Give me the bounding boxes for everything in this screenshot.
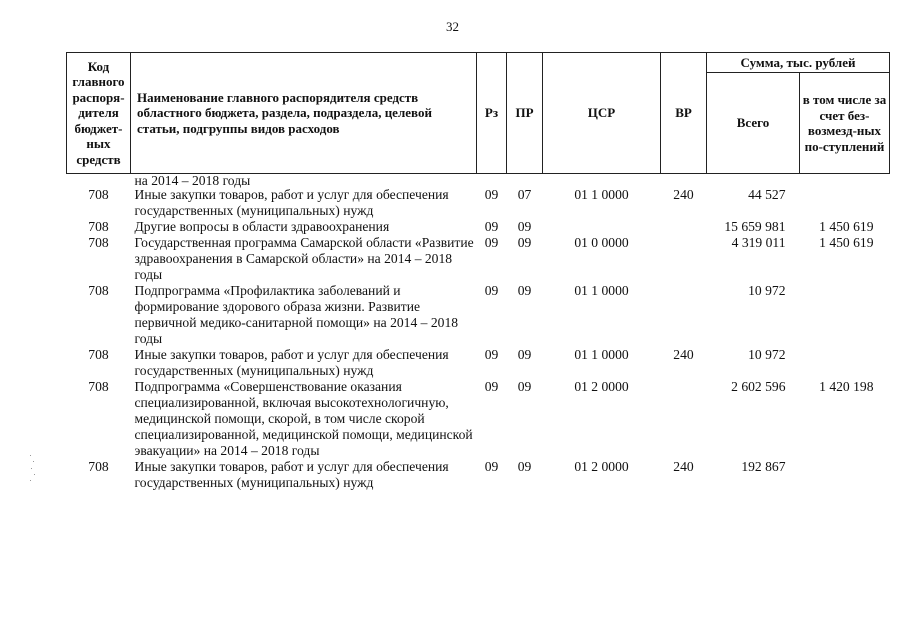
- cell-vr: [661, 379, 707, 459]
- cell-csr: 01 1 0000: [574, 347, 629, 362]
- header-total: Всего: [707, 73, 800, 174]
- cell-rz: 09: [484, 283, 499, 298]
- cell-csr: 01 1 0000: [574, 283, 629, 298]
- header-name: Наименование главного распорядителя средств областного бюджета, раздела, подраздела, целевой статьи, подгруппы видов расходов: [131, 53, 477, 174]
- cell-pr: 07: [517, 187, 532, 202]
- table-row: [67, 347, 890, 379]
- cell-csr: 01 1 0000: [574, 187, 629, 202]
- cell-pr: 09: [517, 379, 532, 394]
- header-csr: ЦСР: [543, 53, 661, 174]
- table-row: [67, 174, 890, 188]
- cell-code: 708: [88, 235, 109, 250]
- cell-code: 708: [88, 459, 109, 474]
- cell-pr: 09: [517, 283, 532, 298]
- page-number: 32: [446, 19, 459, 34]
- cell-total: 10 972: [748, 283, 786, 298]
- cell-free: [800, 347, 890, 379]
- budget-table: [66, 52, 890, 493]
- cell-name: на 2014 – 2018 годы: [134, 173, 251, 188]
- cell-name: Иные закупки товаров, работ и услуг для обеспечения государственных (муниципальных) нужд: [134, 459, 449, 490]
- table-header: [67, 53, 890, 174]
- table-row: [67, 459, 890, 493]
- cell-name: Иные закупки товаров, работ и услуг для обеспечения государственных (муниципальных) нужд: [134, 187, 449, 218]
- cell-free: [800, 174, 890, 188]
- cell-csr: [543, 219, 661, 235]
- cell-code: 708: [88, 219, 109, 234]
- cell-rz: [477, 174, 507, 188]
- cell-total: 4 319 011: [731, 235, 786, 250]
- cell-total: 15 659 981: [724, 219, 786, 234]
- table-body: [67, 174, 890, 494]
- cell-rz: 09: [484, 459, 499, 474]
- header-pr: ПР: [507, 53, 543, 174]
- cell-free: 1 450 619: [819, 219, 874, 234]
- cell-pr: 09: [517, 459, 532, 474]
- cell-csr: [543, 174, 661, 188]
- cell-code: 708: [88, 187, 109, 202]
- cell-pr: 09: [517, 235, 532, 250]
- cell-name: Подпрограмма «Совершенствование оказания специализированной, включая высокотехнологичную, медицинской помощи, скорой, в том числе скорой специализированной, медицинской помощи, медицинской эвакуации» на 2014 – 2018 годы: [134, 379, 473, 458]
- cell-pr: [507, 174, 543, 188]
- table-row: [67, 187, 890, 219]
- table-row: [67, 379, 890, 459]
- table-row: [67, 219, 890, 235]
- cell-total: 44 527: [748, 187, 786, 202]
- cell-free: 1 450 619: [819, 235, 874, 250]
- cell-vr: [661, 283, 707, 347]
- cell-vr: [661, 219, 707, 235]
- cell-free: 1 420 198: [819, 379, 874, 394]
- cell-free: [800, 283, 890, 347]
- header-sum: Сумма, тыс. рублей: [707, 53, 890, 73]
- header-free: в том числе за счет без-возмезд-ных по-ступлений: [800, 73, 890, 174]
- cell-name: Иные закупки товаров, работ и услуг для обеспечения государственных (муниципальных) нужд: [134, 347, 449, 378]
- cell-name: Подпрограмма «Профилактика заболеваний и формирование здорового образа жизни. Развитие первичной медико-санитарной помощи» на 2014 – 2018 годы: [134, 283, 459, 346]
- cell-vr: 240: [673, 187, 694, 202]
- cell-total: 10 972: [748, 347, 786, 362]
- cell-csr: 01 2 0000: [574, 459, 629, 474]
- cell-free: [800, 459, 890, 493]
- cell-pr: 09: [517, 219, 532, 234]
- cell-rz: 09: [484, 219, 499, 234]
- scan-speckles: [30, 455, 36, 485]
- cell-free: [800, 187, 890, 219]
- cell-rz: 09: [484, 187, 499, 202]
- table-row: [67, 283, 890, 347]
- cell-vr: 240: [673, 347, 694, 362]
- cell-csr: 01 0 0000: [574, 235, 629, 250]
- cell-rz: 09: [484, 235, 499, 250]
- cell-pr: 09: [517, 347, 532, 362]
- cell-total: [707, 174, 800, 188]
- cell-vr: [661, 174, 707, 188]
- cell-csr: 01 2 0000: [574, 379, 629, 394]
- cell-name: Государственная программа Самарской области «Развитие здравоохранения в Самарской области» на 2014 – 2018 годы: [134, 235, 474, 282]
- header-rz: Рз: [477, 53, 507, 174]
- header-vr: ВР: [661, 53, 707, 174]
- cell-vr: 240: [673, 459, 694, 474]
- cell-rz: 09: [484, 347, 499, 362]
- cell-code: [67, 174, 131, 188]
- table-row: [67, 235, 890, 283]
- cell-name: Другие вопросы в области здравоохранения: [134, 219, 390, 234]
- cell-total: 192 867: [741, 459, 786, 474]
- cell-total: 2 602 596: [731, 379, 786, 394]
- cell-rz: 09: [484, 379, 499, 394]
- cell-code: 708: [88, 347, 109, 362]
- cell-code: 708: [88, 379, 109, 394]
- cell-code: 708: [88, 283, 109, 298]
- cell-vr: [661, 235, 707, 283]
- header-code: Код главного распоря-дителя бюджет-ных средств: [67, 53, 131, 174]
